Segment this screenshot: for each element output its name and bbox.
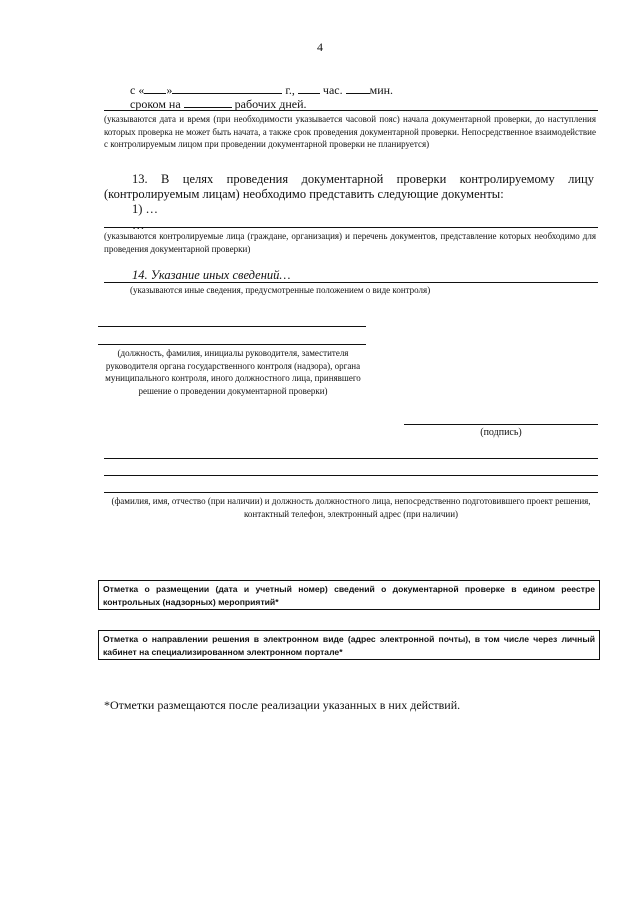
item-13-line1: 13. В целях проведения документарной проверки контролируемому лицу xyxy=(132,172,594,186)
note-item-13: (указываются контролируемые лица (граждане, организация) и перечень документов, представление которых необходимо для проведения документарной проверки) xyxy=(104,231,596,254)
rule-preparer-2 xyxy=(104,475,598,476)
note-item-14: (указываются иные сведения, предусмотренные положением о виде контроля) xyxy=(130,285,431,295)
hours-suffix: час. xyxy=(322,83,343,97)
date-quote-close: » xyxy=(166,83,173,97)
item-13 xyxy=(104,172,594,217)
hours-blank xyxy=(298,82,320,94)
rule-signatory-1 xyxy=(98,326,366,327)
rule-item-14 xyxy=(104,282,598,283)
term-prefix: сроком на xyxy=(130,97,181,111)
item-14: 14. Указание иных сведений… xyxy=(132,268,291,282)
term-suffix: рабочих дней. xyxy=(234,97,307,111)
item-13-list-more: … xyxy=(132,218,145,232)
minutes-blank xyxy=(346,82,370,94)
item-13-line2: (контролируемым лицам) необходимо представить следующие документы: xyxy=(104,187,504,201)
minutes-suffix: мин. xyxy=(369,83,394,97)
box-registry-mark: Отметка о размещении (дата и учетный номер) сведений о документарной проверке в едином реестре контрольных (надзорных) мероприятий* xyxy=(98,580,600,610)
day-blank xyxy=(144,82,166,94)
item-13-list-first: 1) … xyxy=(132,202,159,216)
signature-label: (подпись) xyxy=(480,427,522,438)
rule-signature xyxy=(404,424,598,425)
note-date: (указываются дата и время (при необходимости указывается часовой пояс) начала документарной проверки, до наступления которых проверка не может быть начата, а также срок проведения документарной проверки. Непосредственное взаимодействие с контролируемым лицом при проведении документарной проверки не планируется) xyxy=(104,114,596,149)
note-signatory: (должность, фамилия, инициалы руководителя, заместителя руководителя органа государственного контроля (надзора), органа муниципального контроля, иного должностного лица, принявшего решение о проведении документарной проверки) xyxy=(105,348,361,396)
date-prefix: с « xyxy=(130,83,145,97)
month-blank xyxy=(172,82,282,94)
rule-signatory-2 xyxy=(98,344,366,345)
box-email-mark: Отметка о направлении решения в электронном виде (адрес электронной почты), в том числе через личный кабинет на специализированном электронном портале* xyxy=(98,630,600,660)
page-number: 4 xyxy=(317,40,323,54)
rule-date xyxy=(104,110,598,111)
note-preparer: (фамилия, имя, отчество (при наличии) и должность должностного лица, непосредственно подготовившего проект решения, контактный телефон, электронный адрес (при наличии) xyxy=(111,496,591,519)
term-blank xyxy=(184,96,232,108)
rule-item-13 xyxy=(104,227,598,228)
rule-preparer-1 xyxy=(104,458,598,459)
footnote: *Отметки размещаются после реализации указанных в них действий. xyxy=(104,698,461,712)
year-suffix: г., xyxy=(285,83,295,97)
rule-preparer-3 xyxy=(104,492,598,493)
